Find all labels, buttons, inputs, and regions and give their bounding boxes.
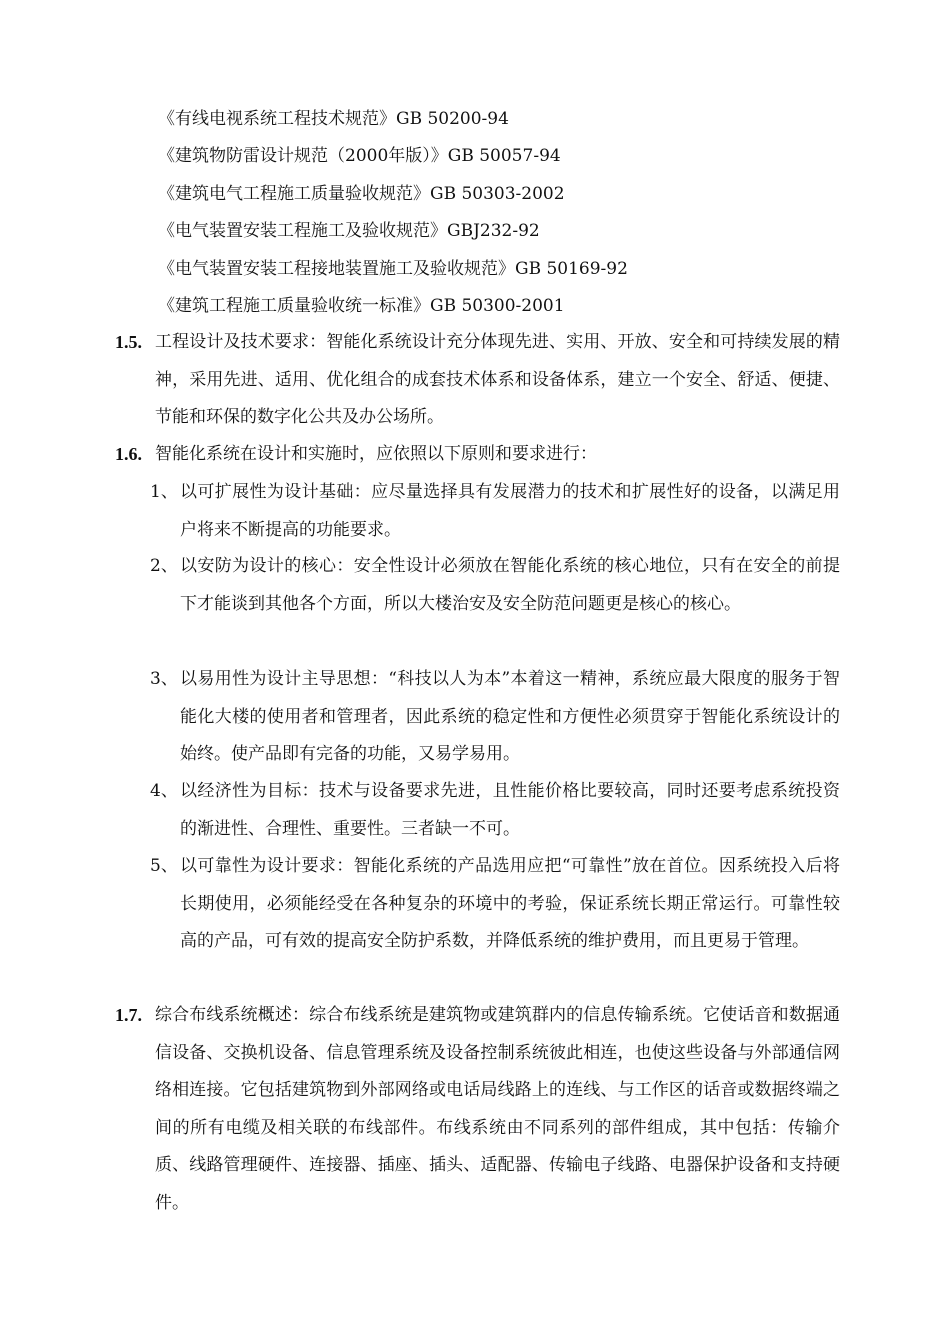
principle-item-4 — [150, 773, 840, 848]
section-1-5 — [115, 324, 840, 437]
principle-item-2 — [150, 548, 840, 623]
principle-number: 2、 — [150, 556, 178, 576]
standard-item: 《建筑电气工程施工质量验收规范》GB 50303-2002 — [158, 183, 565, 204]
section-1-7 — [115, 997, 840, 1222]
standard-item: 《电气装置安装工程施工及验收规范》GBJ232-92 — [158, 221, 540, 242]
principle-number: 4、 — [150, 781, 178, 801]
principle-text: 以安防为设计的核心：安全性设计必须放在智能化系统的核心地位，只有在安全的前提下才能谈到其他各个方面，所以大楼治安及安全防范问题更是核心的核心。 — [180, 556, 840, 614]
principle-item-1 — [150, 474, 840, 549]
principle-text: 以可扩展性为设计基础：应尽量选择具有发展潜力的技术和扩展性好的设备，以满足用户将来不断提高的功能要求。 — [180, 482, 840, 540]
principle-item-5 — [150, 848, 840, 961]
principle-text: 以经济性为目标：技术与设备要求先进，且性能价格比要较高，同时还要考虑系统投资的渐进性、合理性、重要性。三者缺一不可。 — [180, 781, 840, 839]
section-text: 综合布线系统概述：综合布线系统是建筑物或建筑群内的信息传输系统。它使话音和数据通信设备、交换机设备、信息管理系统及设备控制系统彼此相连，也使这些设备与外部通信网络相连接。它包括建筑物到外部网络或电话局线路上的连线、与工作区的话音或数据终端之间的所有电缆及相关联的布线部件。布线系统由不同系列的部件组成，其中包括：传输介质、线路管理硬件、连接器、插座、插头、适配器、传输电子线路、电器保护设备和支持硬件。 — [155, 1005, 840, 1213]
section-number: 1.7. — [115, 1005, 142, 1025]
section-text: 工程设计及技术要求：智能化系统设计充分体现先进、实用、开放、安全和可持续发展的精神，采用先进、适用、优化组合的成套技术体系和设备体系，建立一个安全、舒适、便捷、节能和环保的数字化公共及办公场所。 — [155, 332, 840, 427]
standard-item: 《有线电视系统工程技术规范》GB 50200-94 — [158, 109, 509, 129]
section-number: 1.5. — [115, 332, 142, 352]
principle-number: 3、 — [150, 669, 178, 689]
section-1-6 — [115, 436, 840, 474]
standard-item: 《建筑工程施工质量验收统一标准》GB 50300-2001 — [158, 295, 565, 316]
principle-number: 5、 — [150, 856, 178, 876]
standard-item: 《电气装置安装工程接地装置施工及验收规范》GB 50169-92 — [158, 258, 628, 279]
section-number: 1.6. — [115, 444, 142, 464]
principle-text: 以可靠性为设计要求：智能化系统的产品选用应把“可靠性”放在首位。因系统投入后将长期使用，必须能经受在各种复杂的环境中的考验，保证系统长期正常运行。可靠性较高的产品，可有效的提高安全防护系数，并降低系统的维护费用，而且更易于管理。 — [180, 856, 840, 951]
principle-item-3 — [150, 661, 840, 774]
standard-item: 《建筑物防雷设计规范（2000年版）》GB 50057-94 — [158, 146, 561, 167]
principle-number: 1、 — [150, 482, 178, 502]
standards-list — [158, 101, 848, 325]
principle-text: 以易用性为设计主导思想：“科技以人为本”本着这一精神，系统应最大限度的服务于智能化大楼的使用者和管理者，因此系统的稳定性和方便性必须贯穿于智能化系统设计的始终。使产品即有完备的功能，又易学易用。 — [180, 669, 840, 764]
section-text: 智能化系统在设计和实施时，应依照以下原则和要求进行： — [155, 444, 597, 464]
